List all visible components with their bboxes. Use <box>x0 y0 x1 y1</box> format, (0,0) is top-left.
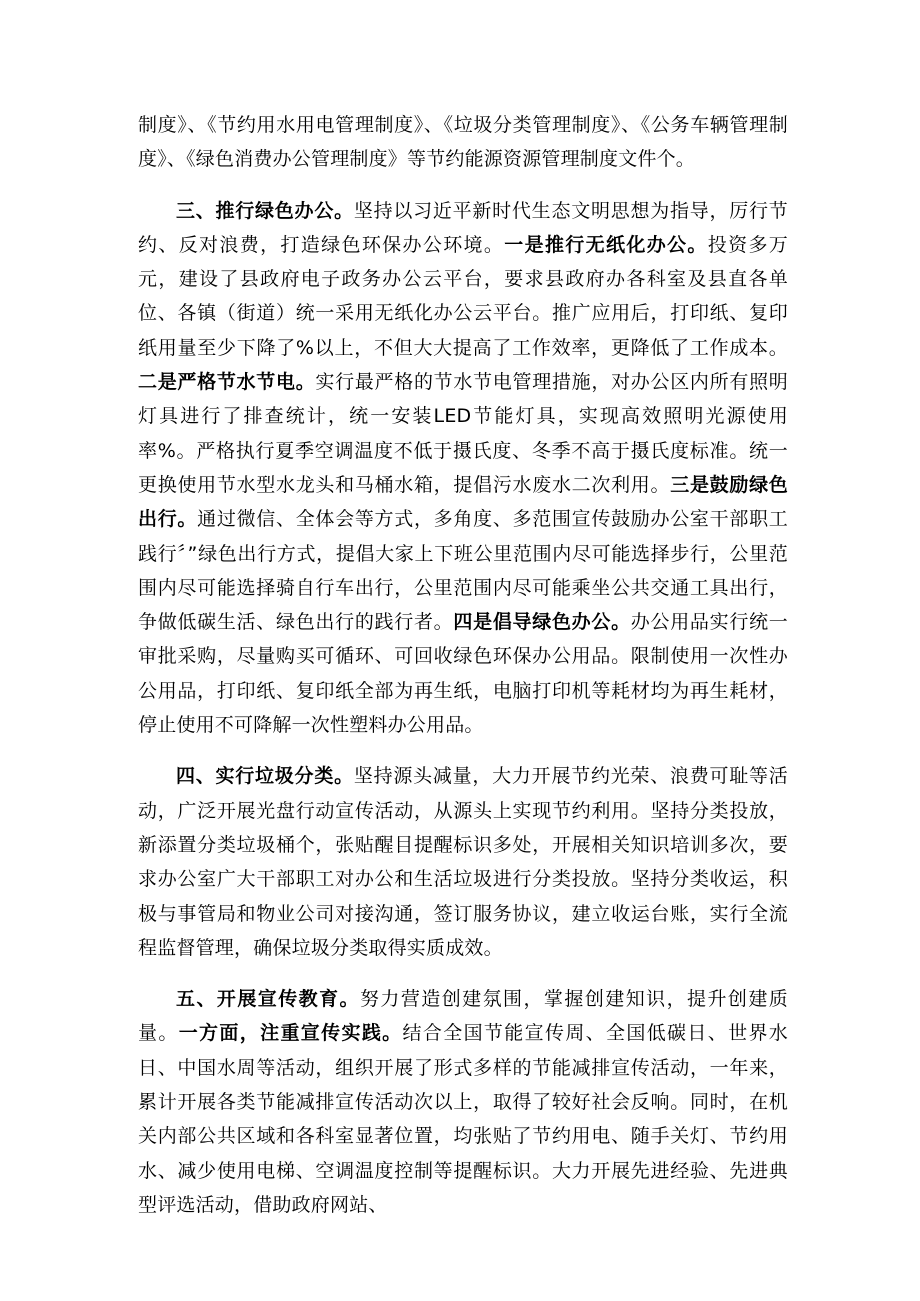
run-text: 努力营造创建氛围，掌握创建知识，提升创建质量。 <box>138 988 788 1045</box>
run-text: 坚持以习近平新时代生态文明思想为指导，厉行节约、反对浪费，打造绿色环保办公环境。 <box>138 199 788 256</box>
subheading-green-office-supplies: 四是倡导绿色办公。 <box>453 611 631 634</box>
subheading-green-travel: 三是鼓励绿色出行。 <box>138 473 788 531</box>
section-heading-publicity-education: 五、开展宣传教育。 <box>176 988 360 1011</box>
run-text: 实行最严格的节水节电管理措施，对办公区内所有照明灯具进行了排查统计，统一安装LED节能灯具，实现高效照明光源使用率%。严格执行夏季空调温度不低于摄氏度、冬季不高于摄氏度标准。统一更换使用节水型水龙头和马桶水箱，提倡污水废水二次利用。 <box>138 371 788 496</box>
run-text: 通过微信、全体会等方式，多角度、多范围宣传鼓励办公室干部职工践行〞”绿色出行方式，提倡大家上下班公里范围内尽可能选择步行，公里范围内尽可能选择骑自行车出行，公里范围内尽可能乘坐公共交通工具出行，争做低碳生活、绿色出行的践行者。 <box>138 508 788 634</box>
run-text: 办公用品实行统一审批采购，尽量购买可循环、可回收绿色环保办公用品。限制使用一次性办公用品，打印纸、复印纸全部为再生纸，电脑打印机等耗材均为再生耗材，停止使用不可降解一次性塑料办公用品。 <box>138 611 788 737</box>
document-body <box>138 108 788 1239</box>
subheading-water-power-saving: 二是严格节水节电。 <box>138 371 316 394</box>
run-text: 制度》、《节约用水用电管理制度》、《垃圾分类管理制度》、《公务车辆管理制度》、《绿色消费办公管理制度》等节约能源资源管理制度文件个。 <box>138 114 788 171</box>
run-text: 投资多万元，建设了县政府电子政务办公云平台，要求县政府办各科室及县直各单位、各镇（街道）统一采用无纸化办公云平台。推广应用后，打印纸、复印纸用量至少下降了%以上，不但大大提高了工作效率，更降低了工作成本。 <box>138 233 788 359</box>
paragraph-regulations <box>138 108 788 177</box>
subheading-publicity-practice: 一方面，注重宣传实践。 <box>178 1022 403 1045</box>
subheading-paperless-office: 一是推行无纸化办公。 <box>504 233 708 256</box>
section-heading-garbage-sorting: 四、实行垃圾分类。 <box>176 765 354 788</box>
run-text: 坚持源头减量，大力开展节约光荣、浪费可耻等活动，广泛开展光盘行动宣传活动，从源头上实现节约利用。坚持分类投放，新添置分类垃圾桶个，张贴醒目提醒标识多处，开展相关知识培训多次，要求办公室广大干部职工对办公和生活垃圾进行分类投放。坚持分类收运，积极与事管局和物业公司对接沟通，签订服务协议，建立收运台账，实行全流程监督管理，确保垃圾分类取得实质成效。 <box>138 765 788 959</box>
paragraph-publicity-education <box>138 982 788 1222</box>
section-heading-green-office: 三、推行绿色办公。 <box>176 199 354 222</box>
run-text: 结合全国节能宣传周、全国低碳日、世界水日、中国水周等活动，组织开展了形式多样的节能减排宣传活动，一年来，累计开展各类节能减排宣传活动次以上，取得了较好社会反响。同时，在机关内部公共区域和各科室显著位置，均张贴了节约用电、随手关灯、节约用水、减少使用电梯、空调温度控制等提醒标识。大力开展先进经验、先进典型评选活动，借助政府网站、 <box>138 1022 788 1216</box>
paragraph-green-office <box>138 194 788 743</box>
paragraph-garbage-sorting <box>138 759 788 965</box>
